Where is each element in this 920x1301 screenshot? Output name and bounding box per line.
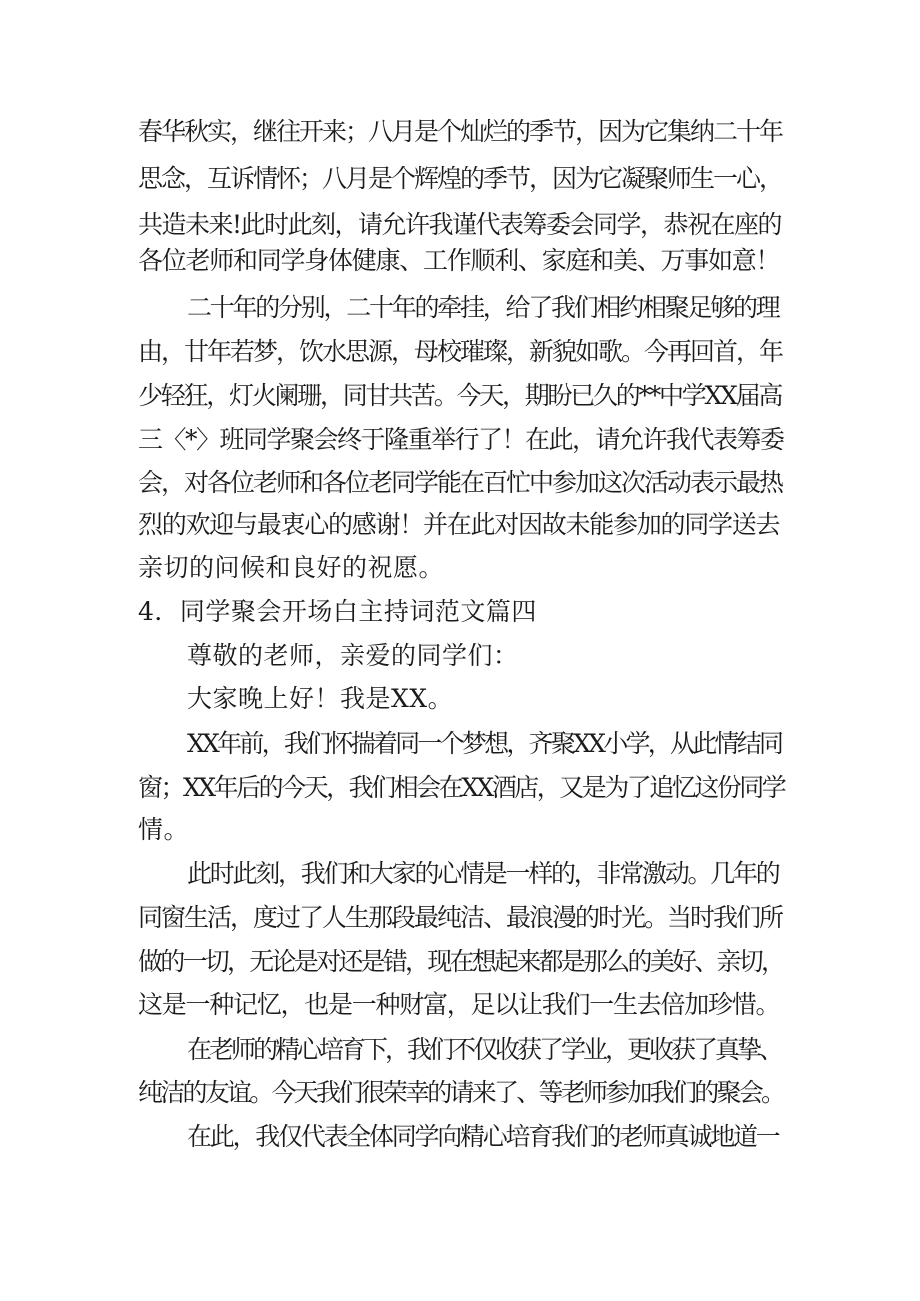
greeting: 大家晚上好！我是XX。 [187,684,454,713]
text-line: 共造未来!此时此刻，请允许我谨代表筹委会同学，恭祝在座的 [138,210,782,239]
text-line: 这是一种记忆，也是一种财富，足以让我们一生去倍加珍惜。 [138,990,780,1019]
text-line: 思念，互诉情怀；八月是个辉煌的季节，因为它凝聚师生一心， [138,164,783,193]
paragraph-first-line: 在老师的精心培育下，我们不仅收获了学业，更收获了真挚、 [187,1035,782,1064]
salutation: 尊敬的老师，亲爱的同学们： [187,641,519,670]
text-line: 由，廿年若梦，饮水思源，母校璀璨，新貌如歌。今再回首，年 [138,337,783,366]
text-line: 纯洁的友谊。今天我们很荣幸的请来了、等老师参加我们的聚会。 [138,1078,784,1107]
section-heading: 4．同学聚会开场白主持词范文篇四 [138,597,537,626]
paragraph-first-line: 此时此刻，我们和大家的心情是一样的，非常激动。几年的 [187,859,779,888]
text-line: 情。 [138,815,190,844]
text-line: 窗；XX年后的今天，我们相会在XX酒店，又是为了追忆这份同学 [138,773,785,802]
text-line: 各位老师和同学身体健康、工作顺利、家庭和美、万事如意！ [138,246,780,275]
text-line: 做的一切，无论是对还是错，现在想起来都是那么的美好、亲切， [138,947,784,976]
text-line: 少轻狂，灯火阑珊，同甘共苦。今天，期盼已久的**中学XX届高 [138,381,782,410]
text-line: 会，对各位老师和各位老同学能在百忙中参加这次活动表示最热 [138,468,783,497]
text-line: 烈的欢迎与最衷心的感谢！并在此对因故未能参加的同学送去 [138,510,780,539]
paragraph-first-line: 在此，我仅代表全体同学向精心培育我们的老师真诚地道一 [187,1122,779,1151]
text-line: 亲切的问候和良好的祝愿。 [138,553,445,582]
text-line: 同窗生活，度过了人生那段最纯洁、最浪漫的时光。当时我们所 [138,903,783,932]
text-line: 春华秋实，继往开来；八月是个灿烂的季节，因为它集纳二十年 [138,117,783,146]
text-line: 三〈*〉班同学聚会终于隆重举行了！在此，请允许我代表筹委 [138,425,784,454]
paragraph-first-line: 二十年的分别，二十年的牵挂，给了我们相约相聚足够的理 [187,293,779,322]
paragraph-first-line: XX年前，我们怀揣着同一个梦想，齐聚XX小学，从此情结同 [187,729,782,758]
